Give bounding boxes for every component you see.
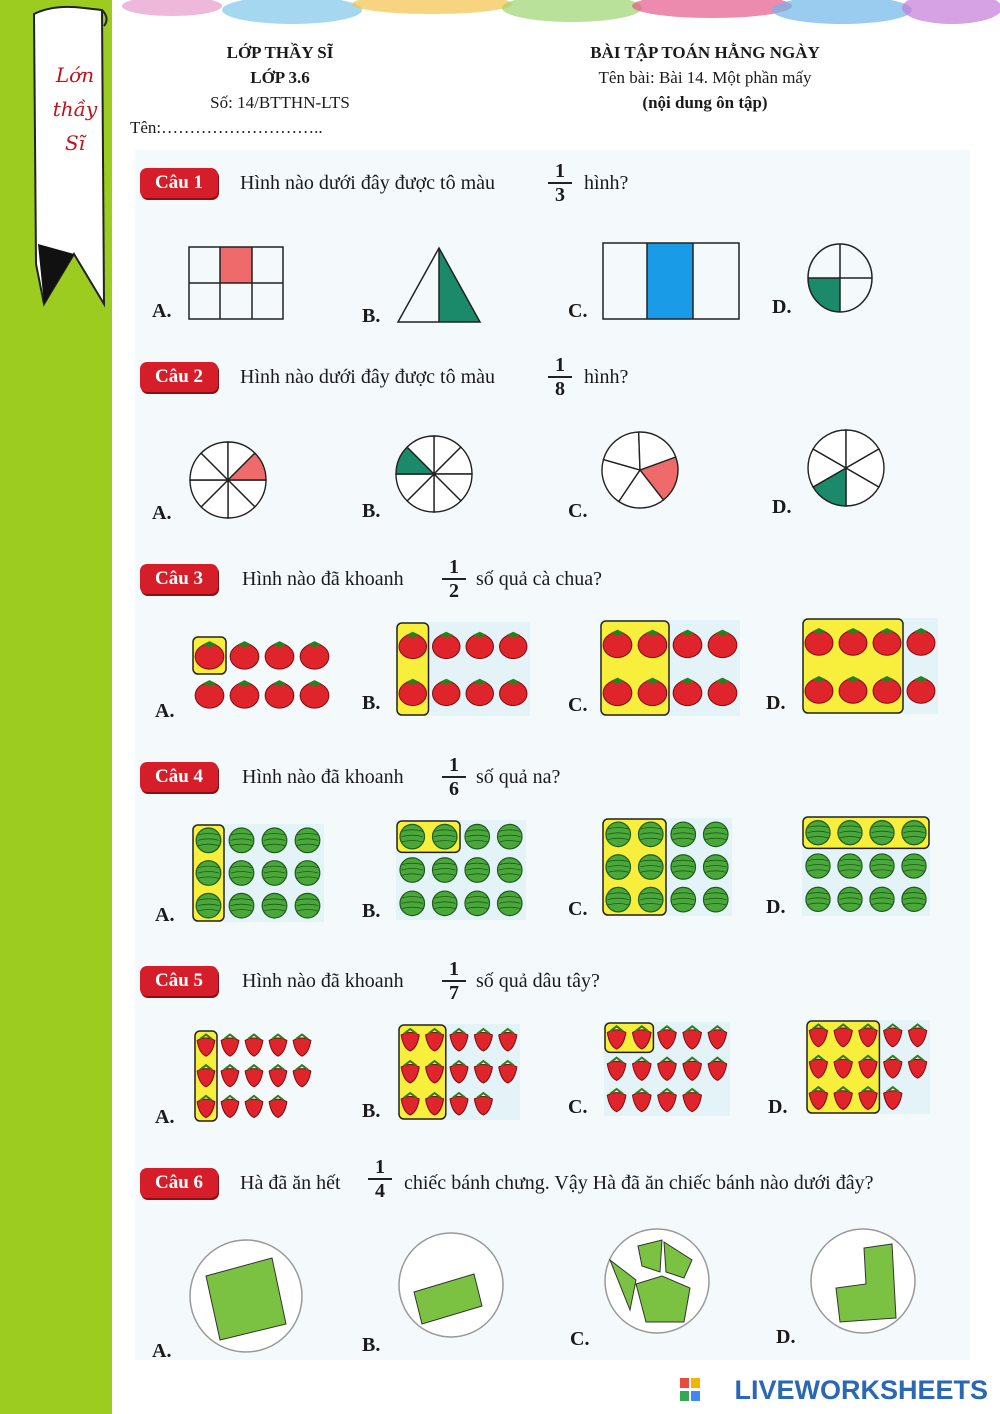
custard-fruit <box>838 887 862 911</box>
strawberry-group-a[interactable] <box>194 1030 314 1122</box>
question-text-end: hình? <box>584 172 629 194</box>
custard-fruit <box>497 824 522 849</box>
question-badge: Câu 6 <box>140 1168 218 1198</box>
option-d[interactable]: D. <box>772 496 792 518</box>
cake-three-quarter-figure[interactable] <box>808 1226 918 1336</box>
option-a[interactable]: A. <box>152 1340 172 1362</box>
option-b[interactable]: B. <box>362 305 381 327</box>
fraction: $\frac{1}{4}$ <box>368 1156 392 1202</box>
option-d[interactable]: D. <box>766 896 786 918</box>
question-badge: Câu 1 <box>140 168 218 198</box>
question-5 <box>140 958 970 1002</box>
strawberry-fruit <box>269 1035 287 1057</box>
custard-fruit <box>262 893 287 918</box>
paint-splash-decoration <box>112 0 1000 40</box>
tomato-group-a[interactable] <box>192 636 332 714</box>
custard-fruit <box>806 887 830 911</box>
tomato-fruit <box>300 680 329 708</box>
pie-8-figure[interactable] <box>394 434 474 514</box>
question-text: Hình nào dưới đây được tô màu <box>240 366 496 388</box>
custard-fruit <box>606 822 631 847</box>
custard-apple-group-d[interactable] <box>802 816 930 916</box>
option-c[interactable]: C. <box>568 300 588 322</box>
cake-half-figure[interactable] <box>396 1230 506 1340</box>
option-d[interactable]: D. <box>772 296 792 318</box>
custard-fruit <box>432 858 457 883</box>
custard-fruit <box>465 824 490 849</box>
custard-apple-group-c[interactable] <box>602 818 732 916</box>
fraction: $\frac{1}{8}$ <box>548 354 572 400</box>
option-c[interactable]: C. <box>570 1328 590 1350</box>
tomato-group-b[interactable] <box>396 622 530 716</box>
option-a[interactable]: A. <box>155 700 175 722</box>
liveworksheets-brand: LIVEWORKSHEETS <box>734 1375 988 1405</box>
custard-fruit <box>870 887 894 911</box>
strawberry-fruit <box>221 1096 239 1118</box>
student-name-field[interactable]: Tên:……………………….. <box>130 118 323 137</box>
strawberry-fruit <box>293 1035 311 1057</box>
custard-fruit <box>638 887 663 912</box>
custard-fruit <box>432 891 457 916</box>
option-a[interactable]: A. <box>152 502 172 524</box>
custard-fruit <box>262 828 287 853</box>
custard-fruit <box>196 861 221 886</box>
option-c[interactable]: C. <box>568 694 588 716</box>
question-4 <box>140 754 970 798</box>
pie-6-figure[interactable] <box>806 428 886 508</box>
custard-fruit <box>229 893 254 918</box>
question-text: Hình nào đã khoanh <box>242 568 404 590</box>
question-text: Hình nào đã khoanh <box>242 970 404 992</box>
pie-8-figure[interactable] <box>188 440 268 520</box>
strawberry-group-d[interactable] <box>806 1020 930 1114</box>
custard-fruit <box>870 854 894 878</box>
custard-fruit <box>400 858 425 883</box>
tomato-fruit <box>230 680 259 708</box>
strawberry-fruit <box>221 1065 239 1087</box>
custard-fruit <box>638 822 663 847</box>
custard-fruit <box>638 855 663 880</box>
triangle-figure[interactable] <box>396 246 482 324</box>
custard-fruit <box>806 854 830 878</box>
option-b[interactable]: B. <box>362 1100 381 1122</box>
custard-fruit <box>671 822 696 847</box>
ribbon-text: Lớn thầy Sĩ <box>52 63 98 155</box>
custard-fruit <box>806 821 830 845</box>
question-text-end: số quả cà chua? <box>476 568 603 590</box>
question-6 <box>140 1156 970 1204</box>
tomato-fruit <box>195 680 224 708</box>
custard-fruit <box>295 861 320 886</box>
custard-fruit <box>465 891 490 916</box>
custard-fruit <box>196 893 221 918</box>
option-d[interactable]: D. <box>766 692 786 714</box>
question-text-end: hình? <box>584 366 629 388</box>
grid-rect-figure[interactable] <box>188 246 284 320</box>
question-text-end: chiếc bánh chưng. Vậy Hà đã ăn chiếc bánh nào dưới đây? <box>404 1172 874 1194</box>
custard-apple-group-a[interactable] <box>192 824 324 922</box>
custard-fruit <box>870 821 894 845</box>
question-badge: Câu 3 <box>140 564 218 594</box>
question-text-end: số quả dâu tây? <box>476 970 600 992</box>
option-b[interactable]: B. <box>362 900 381 922</box>
strawberry-fruit <box>293 1065 311 1087</box>
custard-fruit <box>703 855 728 880</box>
question-text: Hà đã ăn hết <box>240 1172 341 1194</box>
strawberry-fruit <box>221 1035 239 1057</box>
strawberry-fruit <box>245 1065 263 1087</box>
custard-apple-group-b[interactable] <box>396 820 526 920</box>
option-c[interactable]: C. <box>568 898 588 920</box>
circle-quarter-figure[interactable] <box>806 242 874 314</box>
custard-fruit <box>838 821 862 845</box>
custard-fruit <box>606 887 631 912</box>
three-strip-figure[interactable] <box>602 242 740 320</box>
custard-fruit <box>400 891 425 916</box>
tomato-group-c[interactable] <box>600 620 740 716</box>
custard-fruit <box>606 855 631 880</box>
custard-fruit <box>196 828 221 853</box>
option-b[interactable]: B. <box>362 1334 381 1356</box>
custard-fruit <box>229 861 254 886</box>
question-badge: Câu 5 <box>140 966 218 996</box>
strawberry-fruit <box>269 1065 287 1087</box>
question-badge: Câu 2 <box>140 362 218 392</box>
custard-fruit <box>400 824 425 849</box>
question-text-end: số quả na? <box>476 766 561 788</box>
strawberry-fruit <box>245 1096 263 1118</box>
question-badge: Câu 4 <box>140 762 218 792</box>
option-b[interactable]: B. <box>362 500 381 522</box>
cake-scattered-figure[interactable] <box>602 1226 712 1336</box>
option-c[interactable]: C. <box>568 1096 588 1118</box>
option-d[interactable]: D. <box>768 1096 788 1118</box>
custard-fruit <box>838 854 862 878</box>
question-1 <box>140 160 970 204</box>
fraction: $\frac{1}{7}$ <box>442 958 466 1004</box>
tomato-fruit <box>300 641 329 669</box>
liveworksheets-logo-icon <box>680 1378 700 1402</box>
tomato-fruit <box>230 641 259 669</box>
custard-fruit <box>671 887 696 912</box>
option-c[interactable]: C. <box>568 500 588 522</box>
option-b[interactable]: B. <box>362 692 381 714</box>
custard-fruit <box>703 822 728 847</box>
question-2 <box>140 354 970 398</box>
ribbon-banner <box>24 4 110 322</box>
custard-fruit <box>902 887 926 911</box>
custard-fruit <box>497 858 522 883</box>
custard-fruit <box>671 855 696 880</box>
pie-5-figure[interactable] <box>600 430 680 510</box>
cake-full-figure[interactable] <box>186 1236 306 1356</box>
option-a[interactable]: A. <box>155 904 175 926</box>
option-a[interactable]: A. <box>155 1106 175 1128</box>
class-header: LỚP THẦY SĨ LỚP 3.6 Số: 14/BTTHN-LTS <box>210 43 350 112</box>
custard-fruit <box>432 824 457 849</box>
custard-fruit <box>262 861 287 886</box>
custard-fruit <box>497 891 522 916</box>
custard-fruit <box>902 821 926 845</box>
custard-fruit <box>295 828 320 853</box>
strawberry-group-c[interactable] <box>604 1022 730 1116</box>
strawberry-fruit <box>245 1035 263 1057</box>
custard-fruit <box>229 828 254 853</box>
custard-fruit <box>465 858 490 883</box>
custard-fruit <box>902 854 926 878</box>
question-3 <box>140 556 970 600</box>
fraction: $\frac{1}{6}$ <box>442 754 466 800</box>
fraction: $\frac{1}{2}$ <box>442 556 466 602</box>
option-a[interactable]: A. <box>152 300 172 322</box>
question-text: Hình nào dưới đây được tô màu <box>240 172 496 194</box>
option-d[interactable]: D. <box>776 1326 796 1348</box>
question-text: Hình nào đã khoanh <box>242 766 404 788</box>
custard-fruit <box>703 887 728 912</box>
strawberry-fruit <box>269 1096 287 1118</box>
tomato-fruit <box>265 641 294 669</box>
custard-fruit <box>295 893 320 918</box>
worksheet-header: BÀI TẬP TOÁN HẰNG NGÀY Tên bài: Bài 14. Một phần mấy (nội dung ôn tập) <box>590 43 820 112</box>
fraction: $\frac{1}{3}$ <box>548 160 572 206</box>
tomato-group-d[interactable] <box>802 618 938 714</box>
strawberry-group-b[interactable] <box>398 1024 520 1120</box>
tomato-fruit <box>265 680 294 708</box>
